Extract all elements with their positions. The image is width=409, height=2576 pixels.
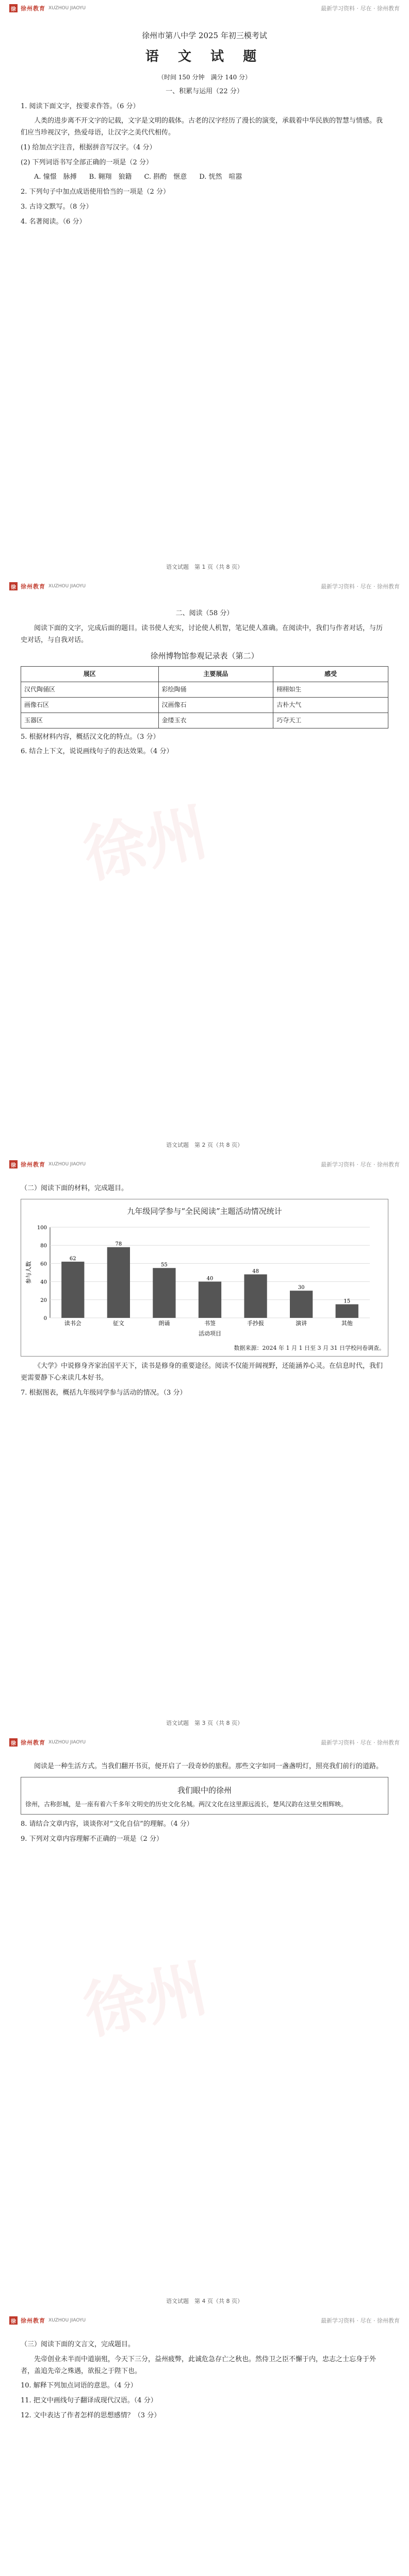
y-tick-label: 80 <box>40 1243 47 1249</box>
data-label: 62 <box>69 1256 76 1262</box>
page-5 <box>0 2312 409 2576</box>
x-axis-label: 活动项目 <box>199 1330 221 1337</box>
y-tick-label: 60 <box>40 1261 47 1267</box>
bar <box>290 1291 313 1318</box>
x-tick-label: 手抄报 <box>247 1320 265 1327</box>
section-heading: 一、积累与运用（22 分） <box>166 87 243 95</box>
data-label: 55 <box>161 1262 168 1268</box>
table-cell: 画像石区 <box>21 697 159 713</box>
x-tick-label: 读书会 <box>64 1320 81 1327</box>
table-cell: 彩绘陶俑 <box>158 682 273 697</box>
y-axis-label: 参与人数 <box>25 1261 32 1284</box>
table-header: 主要展品 <box>158 666 273 682</box>
page-header <box>0 0 409 16</box>
question-9: 9. 下列对文章内容理解不正确的一项是（2 分） <box>21 1835 163 1843</box>
passage-paragraph: 阅读下面的文字，完成后面的题目。读书使人充实，讨论使人机智，笔记使人准确。在阅读中，我们与作者对话，与历史对话，与自我对话。 <box>21 624 383 644</box>
bar <box>336 1304 358 1318</box>
question-7: 7. 根据图表，概括九年级同学参与活动的情况。（3 分） <box>21 1388 187 1397</box>
header-tagline: 最新学习资料 · 尽在 · 徐州教育 <box>321 2317 400 2324</box>
bar <box>153 1268 175 1318</box>
section-heading: 二、阅读（58 分） <box>175 609 234 617</box>
watermark: 徐州 <box>77 796 214 892</box>
bar <box>107 1247 130 1318</box>
data-label: 30 <box>298 1285 305 1291</box>
page-header <box>0 2312 409 2329</box>
chart-title: 九年级同学参与“全民阅读”主题活动情况统计 <box>127 1206 282 1216</box>
question-10: 10. 解释下列加点词语的意思。（4 分） <box>21 2382 137 2390</box>
brand-logo: 徐 徐州教育 XUZHOU JIAOYU <box>9 582 86 590</box>
page-2 <box>0 578 409 1156</box>
table-cell: 栩栩如生 <box>273 682 388 697</box>
box-text: 徐州，古称彭城，是一座有着六千多年文明史的历史文化名城。两汉文化在这里源远流长，楚风汉韵在这里交相辉映。 <box>25 1801 348 1808</box>
info-box <box>21 1777 388 1815</box>
section-lead: （二）阅读下面的材料，完成题目。 <box>21 1184 128 1192</box>
brand-logo: 徐 徐州教育 XUZHOU JIAOYU <box>9 1738 86 1747</box>
table-cell: 玉器区 <box>21 713 159 728</box>
table-cell: 汉画像石 <box>158 697 273 713</box>
page-footer: 语文试题 第 3 页（共 8 页） <box>166 1720 243 1726</box>
brand-logo: 徐 徐州教育 XUZHOU JIAOYU <box>9 2316 86 2325</box>
data-label: 40 <box>206 1276 214 1282</box>
x-tick-label: 演讲 <box>296 1320 307 1327</box>
question-12: 12. 文中表达了作者怎样的思想感情？（3 分） <box>21 2411 161 2419</box>
page-footer: 语文试题 第 4 页（共 8 页） <box>166 2298 243 2304</box>
option-a: A. 憧憬 脉搏 <box>34 173 77 181</box>
watermark: 徐州 <box>77 1952 214 2048</box>
header-tagline: 最新学习资料 · 尽在 · 徐州教育 <box>321 1739 400 1746</box>
page-footer: 语文试题 第 2 页（共 8 页） <box>166 1142 243 1148</box>
page-1 <box>0 0 409 578</box>
page-header <box>0 1734 409 1751</box>
x-tick-label: 其他 <box>341 1320 353 1327</box>
exam-meta: （时间 150 分钟 满分 140 分） <box>157 73 252 81</box>
options-row <box>34 172 388 183</box>
table-row <box>21 713 388 728</box>
question-1b: (2) 下列词语书写全部正确的一项是（2 分） <box>21 158 153 166</box>
y-tick-label: 0 <box>43 1316 47 1321</box>
question-1: 1. 阅读下面文字，按要求作答。（6 分） <box>21 102 140 110</box>
page-4 <box>0 1734 409 2312</box>
bar-chart <box>21 1199 388 1357</box>
table-header: 展区 <box>21 666 159 682</box>
exam-school: 徐州市第八中学 2025 年初三模考试 <box>142 31 267 40</box>
option-c: C. 斟酌 惬意 <box>144 173 187 181</box>
passage-paragraph: 《大学》中说修身齐家治国平天下，读书是修身的重要途径。阅读不仅能开阔视野，还能涵养心灵。在信息时代，我们更需要静下心来读几本好书。 <box>21 1362 383 1382</box>
header-tagline: 最新学习资料 · 尽在 · 徐州教育 <box>321 1161 400 1168</box>
x-tick-label: 书签 <box>204 1320 216 1327</box>
page-header <box>0 578 409 595</box>
option-b: B. 翱翔 狼籍 <box>89 173 132 181</box>
table-cell: 金缕玉衣 <box>158 713 273 728</box>
passage-paragraph: 阅读是一种生活方式。当我们翻开书页，便开启了一段奇妙的旅程。那些文字如同一盏盏明灯，照亮我们前行的道路。 <box>34 1762 383 1770</box>
question-8: 8. 请结合文章内容，谈谈你对“文化自信”的理解。（4 分） <box>21 1820 193 1828</box>
brand-logo: 徐 徐州教育 XUZHOU JIAOYU <box>9 1160 86 1168</box>
x-tick-label: 朗诵 <box>158 1320 170 1327</box>
question-1a: (1) 给加点字注音，根据拼音写汉字。（4 分） <box>21 143 156 151</box>
table-cell: 汉代陶俑区 <box>21 682 159 697</box>
box-title: 我们眼中的徐州 <box>177 1785 232 1795</box>
header-tagline: 最新学习资料 · 尽在 · 徐州教育 <box>321 583 400 590</box>
passage-paragraph: 先帝创业未半而中道崩殂，今天下三分，益州疲弊，此诚危急存亡之秋也。然侍卫之臣不懈于内，忠志之士忘身于外者，盖追先帝之殊遇，欲报之于陛下也。 <box>21 2355 377 2375</box>
bar <box>199 1282 221 1318</box>
y-tick-label: 40 <box>40 1279 47 1285</box>
data-label: 48 <box>252 1268 259 1275</box>
header-tagline: 最新学习资料 · 尽在 · 徐州教育 <box>321 5 400 12</box>
data-label: 78 <box>115 1241 122 1247</box>
section-lead: （三）阅读下面的文言文，完成题目。 <box>21 2341 135 2348</box>
y-tick-label: 20 <box>40 1297 47 1303</box>
visit-table <box>21 666 388 728</box>
question-11: 11. 把文中画线句子翻译成现代汉语。（4 分） <box>21 2397 157 2404</box>
table-row <box>21 682 388 697</box>
x-tick-label: 征文 <box>112 1320 124 1327</box>
table-cell: 巧夺天工 <box>273 713 388 728</box>
question-2: 2. 下列句子中加点成语使用恰当的一项是（2 分） <box>21 188 170 196</box>
exam-title: 语 文 试 题 <box>145 49 264 65</box>
bar <box>244 1275 267 1318</box>
data-label: 15 <box>343 1298 351 1304</box>
passage-paragraph: 人类的进步离不开文字的记载，文字是文明的载体。古老的汉字经历了漫长的演变，承载着中华民族的智慧与情感。我们应当珍视汉字，热爱母语，让汉字之美代代相传。 <box>21 117 383 137</box>
question-4: 4. 名著阅读。（6 分） <box>21 217 86 226</box>
page-header <box>0 1156 409 1173</box>
y-tick-label: 100 <box>37 1225 47 1231</box>
table-row <box>21 697 388 713</box>
page-footer: 语文试题 第 1 页（共 8 页） <box>166 564 243 570</box>
question-5: 5. 根据材料内容，概括汉文化的特点。（3 分） <box>21 733 160 741</box>
chart-note: 数据来源：2024 年 1 月 1 日至 3 月 31 日学校问卷调查。 <box>234 1344 385 1351</box>
page-3 <box>0 1156 409 1734</box>
table-cell: 古朴大气 <box>273 697 388 713</box>
question-3: 3. 古诗文默写。（8 分） <box>21 202 93 211</box>
option-d: D. 恍然 喧嚣 <box>199 173 242 181</box>
bar <box>61 1262 84 1318</box>
chart-canvas <box>24 1220 380 1338</box>
table-header: 感受 <box>273 666 388 682</box>
brand-logo: 徐 徐州教育 XUZHOU JIAOYU <box>9 4 86 12</box>
question-6: 6. 结合上下文，说说画线句子的表达效果。（4 分） <box>21 748 173 756</box>
table-title: 徐州博物馆参观记录表（第二） <box>150 651 259 661</box>
